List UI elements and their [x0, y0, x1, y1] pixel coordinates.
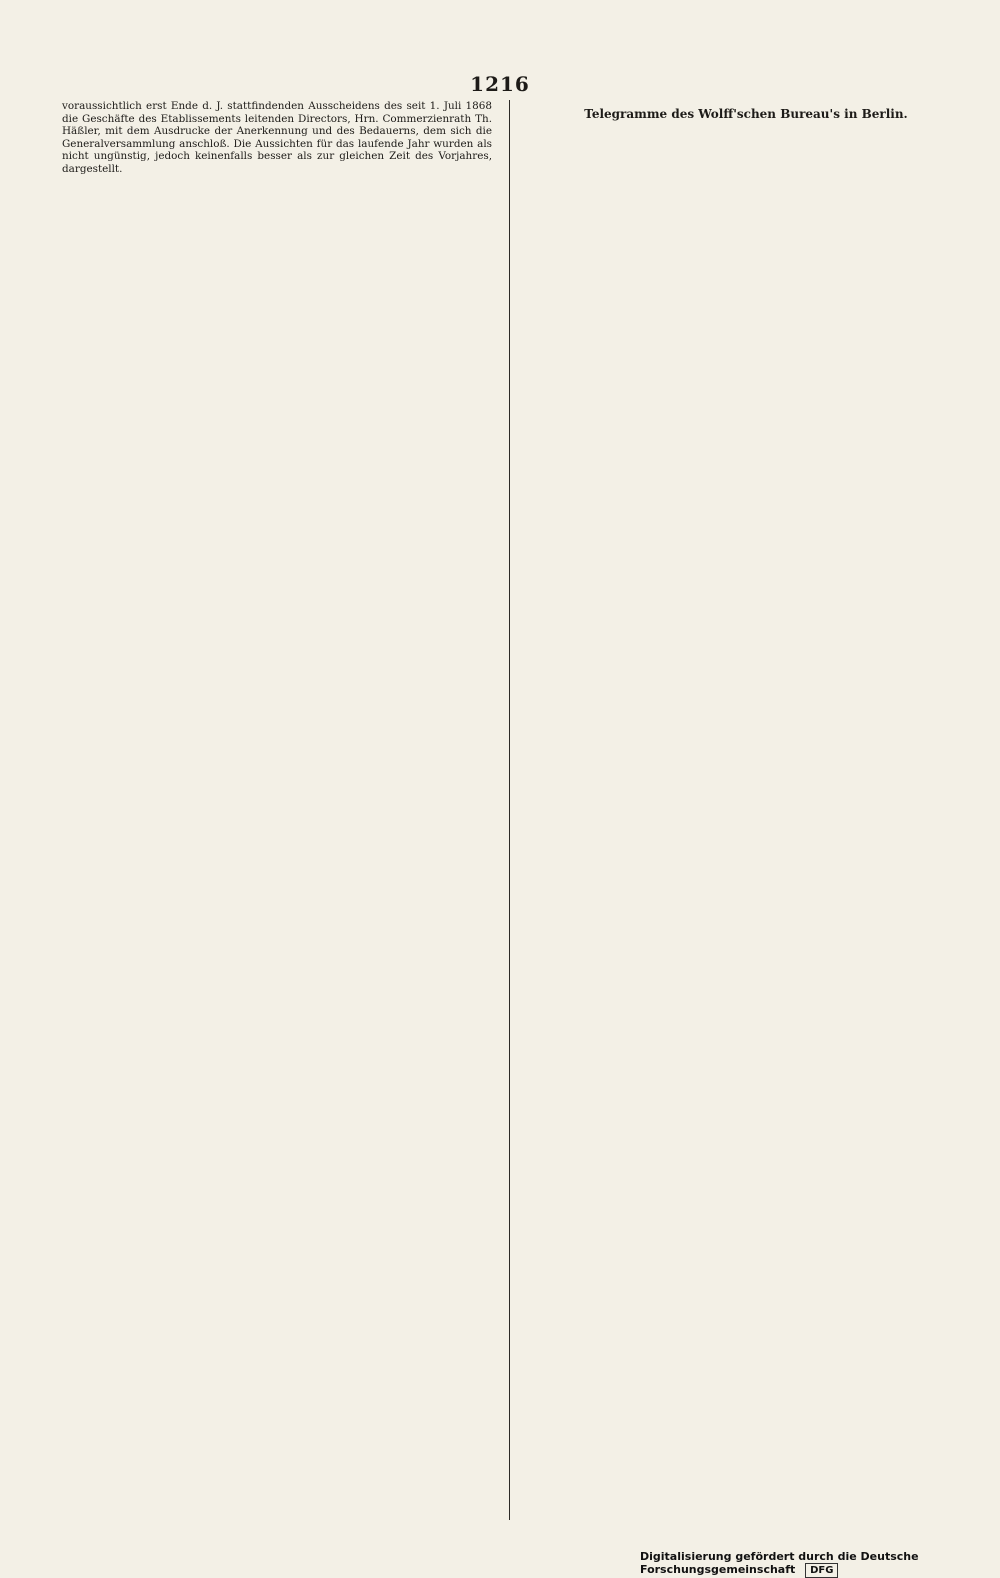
- right-column: [531, 100, 961, 125]
- column-divider: [509, 100, 510, 1520]
- left-paragraph: voraussichtlich erst Ende d. J. stattfindenden Ausscheidens des seit 1. Juli 1868 die Geschäfte des Etablissements leitenden Directors, Hrn. Commerzienrath Th. Häßler, mit dem Ausdrucke der Anerkennung und des Bedauerns, dem sich die Generalversammlung anschloß. Die Aussichten für das laufende Jahr wurden als nicht ungünstig, jedoch keinenfalls besser als zur gleichen Zeit des Vorjahres, dargestellt.: [62, 100, 492, 175]
- page-number: 1216: [470, 72, 530, 96]
- left-column: [62, 100, 492, 182]
- footer-text: Digitalisierung gefördert durch die Deutsche Forschungsgemeinschaft: [640, 1550, 919, 1576]
- dfg-logo: DFG: [805, 1563, 838, 1578]
- telegram-section-title: Telegramme des Wolff'schen Bureau's in Berlin.: [584, 107, 908, 121]
